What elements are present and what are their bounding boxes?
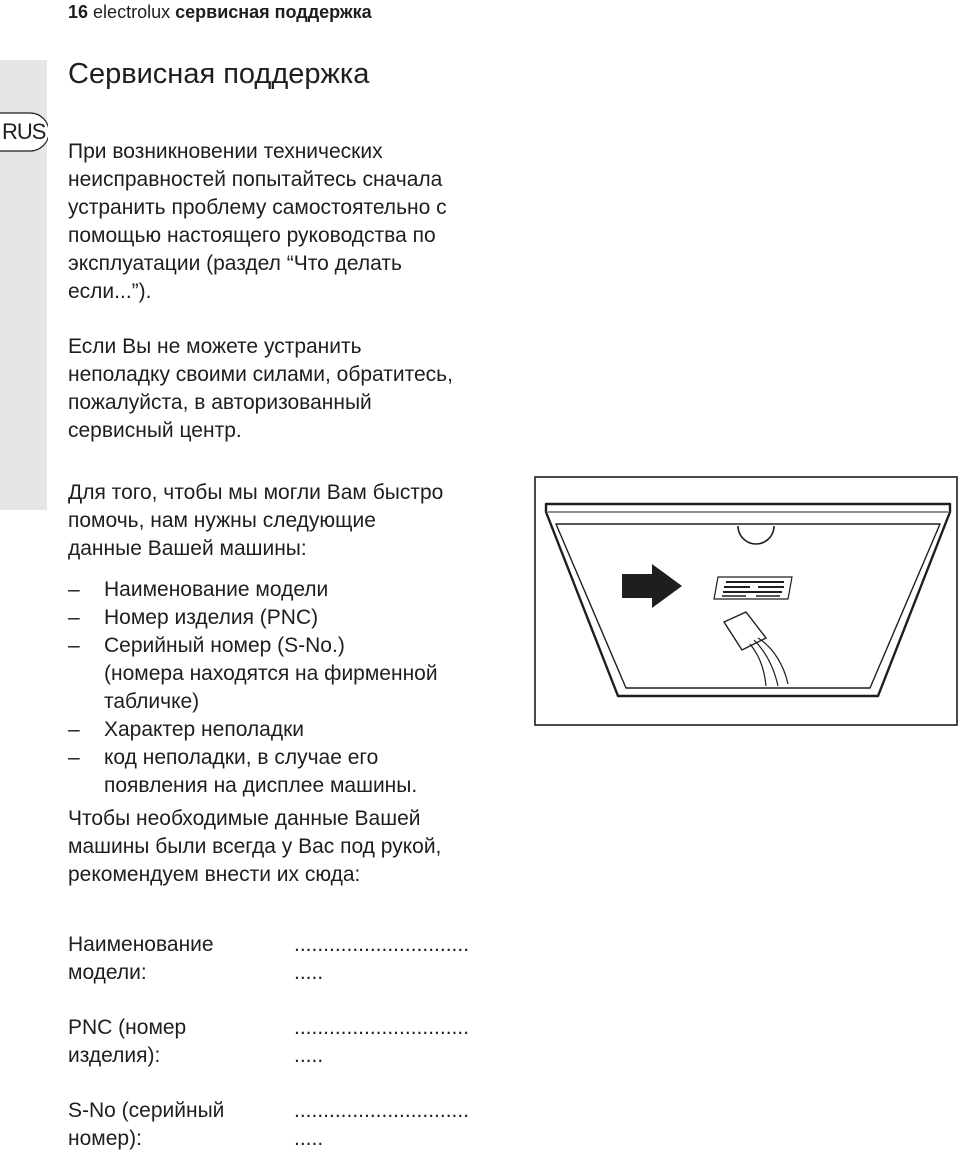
field-label-line: номер): [68, 1127, 142, 1150]
field-label [68, 931, 214, 987]
dotted-line: .............................. [294, 1099, 470, 1122]
record-data-paragraph [68, 805, 441, 889]
section-name: сервисная поддержка [175, 2, 372, 22]
text-line: пожалуйста, в авторизованный [68, 391, 372, 414]
field-label-line: S-No (серийный [68, 1099, 225, 1122]
field-label-line: модели: [68, 961, 147, 984]
list-item-text: Номер изделия (PNC) [104, 606, 319, 629]
required-data-list [68, 576, 438, 800]
list-dash: – [68, 606, 80, 629]
dotted-line: ..... [294, 1127, 324, 1150]
rating-plate-illustration [534, 476, 958, 726]
list-item [68, 632, 438, 716]
text-line: Чтобы необходимые данные Вашей [68, 807, 421, 830]
page-header [68, 0, 372, 24]
list-dash: – [68, 578, 80, 601]
field-label [68, 1014, 186, 1070]
list-item-text: Серийный номер (S-No.) [104, 634, 345, 657]
dotted-line: .............................. [294, 933, 470, 956]
language-badge [0, 112, 48, 152]
text-line: Для того, чтобы мы могли Вам быстро [68, 481, 444, 504]
fill-in-line [294, 931, 469, 987]
list-item [68, 576, 438, 604]
page-number: 16 [68, 2, 89, 22]
dotted-line: .............................. [294, 1016, 470, 1039]
list-dash: – [68, 746, 80, 769]
list-item [68, 716, 438, 744]
text-line: машины были всегда у Вас под рукой, [68, 835, 442, 858]
dotted-line: ..... [294, 1044, 324, 1067]
field-label-line: изделия): [68, 1044, 161, 1067]
list-item-text: табличке) [104, 690, 200, 713]
text-line: сервисный центр. [68, 419, 242, 442]
text-line: помочь, нам нужны следующие [68, 509, 376, 532]
brand-name: electrolux [93, 2, 171, 22]
rating-plate-location-diagram-icon [534, 476, 958, 726]
rating-plate-icon [714, 577, 792, 599]
list-dash: – [68, 634, 80, 657]
list-item-text: появления на дисплее машины. [104, 774, 418, 797]
text-line: данные Вашей машины: [68, 537, 307, 560]
fill-in-line [294, 1014, 469, 1070]
text-line: эксплуатации (раздел “Что делать [68, 252, 402, 275]
text-line: рекомендуем внести их сюда: [68, 863, 361, 886]
text-line: неполадку своими силами, обратитесь, [68, 363, 453, 386]
dotted-line: ..... [294, 961, 324, 984]
field-label-line: Наименование [68, 933, 214, 956]
text-line: если...”). [68, 280, 152, 303]
required-data-paragraph [68, 479, 443, 563]
fill-in-line [294, 1097, 469, 1153]
list-item-text: Характер неполадки [104, 718, 305, 741]
field-label [68, 1097, 224, 1153]
text-line: неисправностей попытайтесь сначала [68, 168, 443, 191]
list-item-text: код неполадки, в случае его [104, 746, 379, 769]
text-line: Если Вы не можете устранить [68, 335, 362, 358]
list-item-text: Наименование модели [104, 578, 329, 601]
list-dash: – [68, 718, 80, 741]
intro-paragraph [68, 138, 447, 306]
field-label-line: PNC (номер [68, 1016, 187, 1039]
text-line: помощью настоящего руководства по [68, 224, 436, 247]
language-code: RUS [2, 119, 46, 144]
service-center-paragraph [68, 333, 453, 445]
list-item [68, 604, 438, 632]
text-line: При возникновении технических [68, 140, 383, 163]
list-item-text: (номера находятся на фирменной [104, 662, 438, 685]
page-title: Сервисная поддержка [68, 58, 370, 90]
text-line: устранить проблему самостоятельно с [68, 196, 447, 219]
list-item [68, 744, 438, 800]
